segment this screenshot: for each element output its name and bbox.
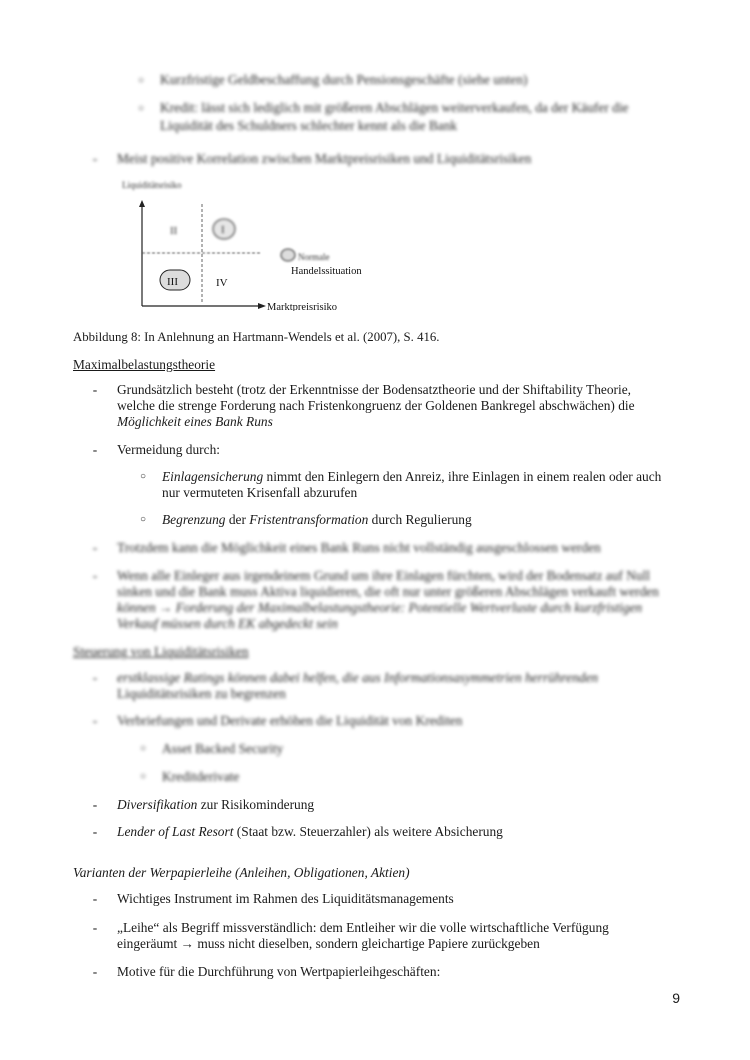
bullet-circle: ○	[138, 75, 145, 86]
list-item-text: nimmt den Einlegern den Anreiz, ihre Einlagen in einem realen oder auch	[263, 469, 662, 484]
list-item	[117, 670, 598, 686]
list-item: Vermeidung durch:	[117, 442, 221, 457]
section-heading: Steuerung von Liquiditätsrisiken	[73, 644, 249, 659]
bullet-dash: -	[92, 540, 98, 555]
list-item-continuation: Liquiditätsrisiken zu begrenzen	[117, 686, 286, 701]
list-item-continuation: Verkauf müssen durch EK abgedeckt sein	[117, 616, 338, 631]
legend-normal-label: Normale	[298, 252, 330, 262]
list-item: Grundsätzlich besteht (trotz der Erkenntnisse der Bodensatztheorie und der Shiftability Theorie,	[117, 382, 632, 397]
list-item: Kurzfristige Geldbeschaffung durch Pensionsgeschäfte (siehe unten)	[160, 72, 528, 87]
page-number: 9	[672, 990, 680, 1006]
list-item: „Leihe“ als Begriff missverständlich: dem Entleiher wir die volle wirtschaftliche Verfügung	[117, 920, 609, 935]
list-item: Verbriefungen und Derivate erhöhen die Liquidität von Krediten	[117, 713, 463, 728]
list-item: Wichtiges Instrument im Rahmen des Liquiditätsmanagements	[117, 891, 454, 906]
x-axis-arrow	[258, 303, 266, 309]
figure-caption: Abbildung 8: In Anlehnung an Hartmann-Wendels et al. (2007), S. 416.	[73, 330, 440, 344]
emphasis-text: Fristentransformation	[249, 512, 369, 527]
bullet-dash: -	[92, 151, 98, 166]
emphasis-text: Diversifikation	[117, 797, 198, 812]
list-item: Trotzdem kann die Möglichkeit eines Bank Runs nicht vollständig ausgeschlossen werden	[117, 540, 601, 555]
list-item-continuation: können → Forderung der Maximalbelastungstheorie: Potentielle Wertverluste durch kurzfristigen	[117, 600, 643, 615]
legend-normal-group	[281, 249, 330, 262]
list-item: Asset Backed Security	[162, 741, 284, 756]
bullet-dash: -	[92, 670, 98, 685]
bullet-circle: ○	[140, 471, 147, 482]
bullet-circle: ○	[140, 514, 147, 525]
list-item: Kredit: lässt sich lediglich mit größeren Abschlägen weiterverkaufen, da der Käufer die	[160, 100, 629, 115]
list-item	[162, 512, 472, 528]
quadrant-label-i: I	[221, 224, 225, 236]
list-item-continuation: sinken und die Bank muss Aktiva liquidieren, die oft nur unter größeren Abschlägen verkauft werden	[117, 584, 659, 599]
bullet-dash: -	[92, 442, 98, 457]
bullet-circle: ○	[138, 103, 145, 114]
list-item: Meist positive Korrelation zwischen Marktpreisrisiken und Liquiditätsrisiken	[117, 151, 532, 166]
quadrant-chart-svg	[120, 176, 380, 311]
list-item-continuation: nur vermuteten Krisenfall abzurufen	[162, 485, 358, 500]
list-item-text: zur Risikominderung	[197, 797, 315, 812]
quadrant-label-ii: II	[170, 225, 178, 237]
bullet-dash: -	[92, 824, 98, 839]
quadrant-i-group	[213, 219, 235, 239]
list-item-continuation: Liquidität des Schuldners schlechter kennt als die Bank	[160, 118, 458, 133]
list-item: Wenn alle Einleger aus irgendeinem Grund um ihre Einlagen fürchten, wird der Bodensatz auf Null	[117, 568, 651, 583]
y-axis-label: Liquiditätsrisiko	[122, 180, 182, 190]
list-item	[117, 824, 503, 840]
list-item-continuation: eingeräumt → muss nicht dieselben, sondern gleichartige Papiere zurückgeben	[117, 936, 540, 951]
bullet-circle: ○	[140, 771, 147, 782]
bullet-circle: ○	[140, 743, 147, 754]
section-heading: Maximalbelastungstheorie	[73, 357, 216, 372]
list-item-text: erstklassige Ratings können dabei helfen, die aus Informationsasymmetrien herrührenden	[117, 670, 599, 685]
emphasis-text: Begrenzung	[162, 512, 226, 527]
bullet-dash: -	[92, 797, 98, 812]
list-item-text: der	[225, 512, 250, 527]
emphasis-text: Lender of Last Resort	[117, 824, 234, 839]
bullet-dash: -	[92, 382, 98, 397]
quadrant-label-iii: III	[167, 276, 178, 288]
emphasis-text: Einlagensicherung	[162, 469, 264, 484]
bullet-dash: -	[92, 713, 98, 728]
quadrant-label-iv: IV	[216, 277, 228, 289]
legend-circle-icon	[281, 249, 295, 261]
bullet-dash: -	[92, 964, 98, 979]
list-item: Motive für die Durchführung von Wertpapierleihgeschäften:	[117, 964, 441, 979]
list-item-continuation: welche die strenge Forderung nach Fristenkongruenz der Goldenen Bankregel abschwächen) die	[117, 398, 635, 413]
list-item-text: durch Regulierung	[368, 512, 472, 527]
y-axis-arrow	[139, 200, 145, 207]
list-item-continuation: Möglichkeit eines Bank Runs	[117, 414, 273, 429]
section-heading: Varianten der Werpapierleihe (Anleihen, Obligationen, Aktien)	[73, 865, 410, 880]
risk-quadrant-diagram	[120, 176, 380, 311]
legend-trade-label: Handelssituation	[291, 266, 362, 277]
x-axis-label: Marktpreisrisiko	[267, 302, 337, 311]
list-item-text: (Staat bzw. Steuerzahler) als weitere Absicherung	[233, 824, 503, 839]
list-item	[162, 469, 661, 485]
bullet-dash: -	[92, 568, 98, 583]
bullet-dash: -	[92, 891, 98, 906]
bullet-dash: -	[92, 920, 98, 935]
list-item: Kreditderivate	[162, 769, 240, 784]
list-item	[117, 797, 314, 813]
